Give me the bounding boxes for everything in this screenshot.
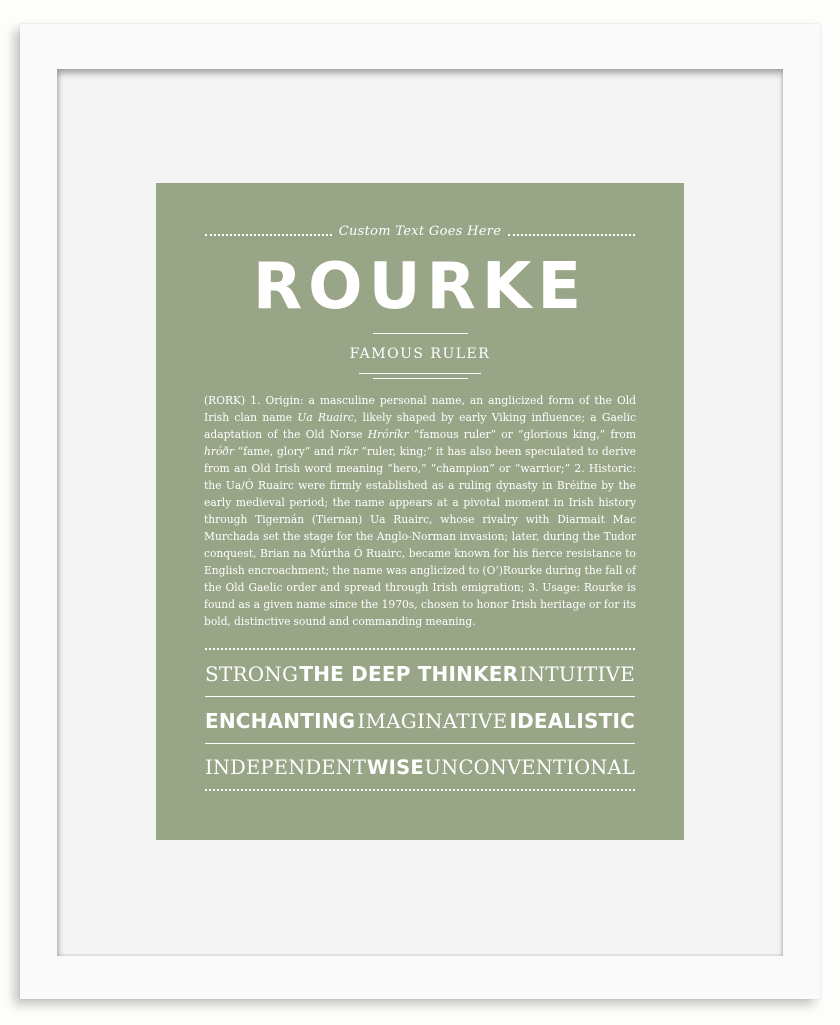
trait-word: WISE	[366, 756, 424, 779]
trait-word: ENCHANTING	[205, 709, 356, 733]
traits-dotted-bottom	[205, 789, 635, 791]
traits-dotted-top	[205, 648, 635, 650]
trait-word: STRONG	[205, 662, 299, 686]
trait-row-1	[205, 658, 635, 690]
meaning-rule-top	[359, 373, 481, 374]
trait-divider-1	[205, 696, 635, 697]
custom-text-row	[205, 224, 635, 244]
trait-word: INDEPENDENT	[205, 756, 367, 779]
custom-text: Custom Text Goes Here	[338, 224, 502, 239]
trait-row-3	[205, 752, 635, 784]
trait-divider-2	[205, 743, 635, 744]
meaning-rule-bottom	[373, 378, 468, 379]
trait-row-2	[205, 705, 635, 737]
trait-word: IDEALISTIC	[509, 709, 635, 733]
dotted-divider-right	[508, 234, 635, 236]
trait-word: THE DEEP THINKER	[299, 662, 519, 686]
trait-word: UNCONVENTIONAL	[424, 756, 635, 779]
trait-word: IMAGINATIVE	[357, 709, 508, 733]
name-print	[156, 183, 684, 840]
name-title: ROURKE	[252, 250, 588, 324]
trait-word: INTUITIVE	[519, 662, 635, 686]
name-meaning: FAMOUS RULER	[349, 346, 491, 362]
name-definition: (RORK) 1. Origin: a masculine personal name, an anglicized form of the Old Irish clan name Ua Ruairc, likely shaped by early Viking influence; a Gaelic adaptation of the Old Norse Hróríkr “famous ruler” or “glorious king,” from hróðr “fame, glory” and ríkr “ruler, king;” it has also been speculated to derive from an Old Irish word meaning “hero,” “champion” or “warrior;” 2. Historic: the Ua/Ó Ruairc were firmly established as a ruling dynasty in Bréifne by the early medieval period; the name appears at a pivotal moment in Irish history through Tigernán (Tiernan) Ua Ruairc, whose rivalry with Diarmait Mac Murchada set the stage for the Anglo-Norman invasion; later, during the Tudor conquest, Brian na Múrtha Ó Ruairc, became known for his fierce resistance to English encroachment; the name was anglicized to (O’)Rourke during the fall of the Old Gaelic order and spread through Irish emigration; 3. Usage: Rourke is found as a given name since the 1970s, chosen to honor Irish heritage or for its bold, distinctive sound and commanding meaning.	[204, 394, 637, 628]
title-rule	[373, 333, 468, 334]
